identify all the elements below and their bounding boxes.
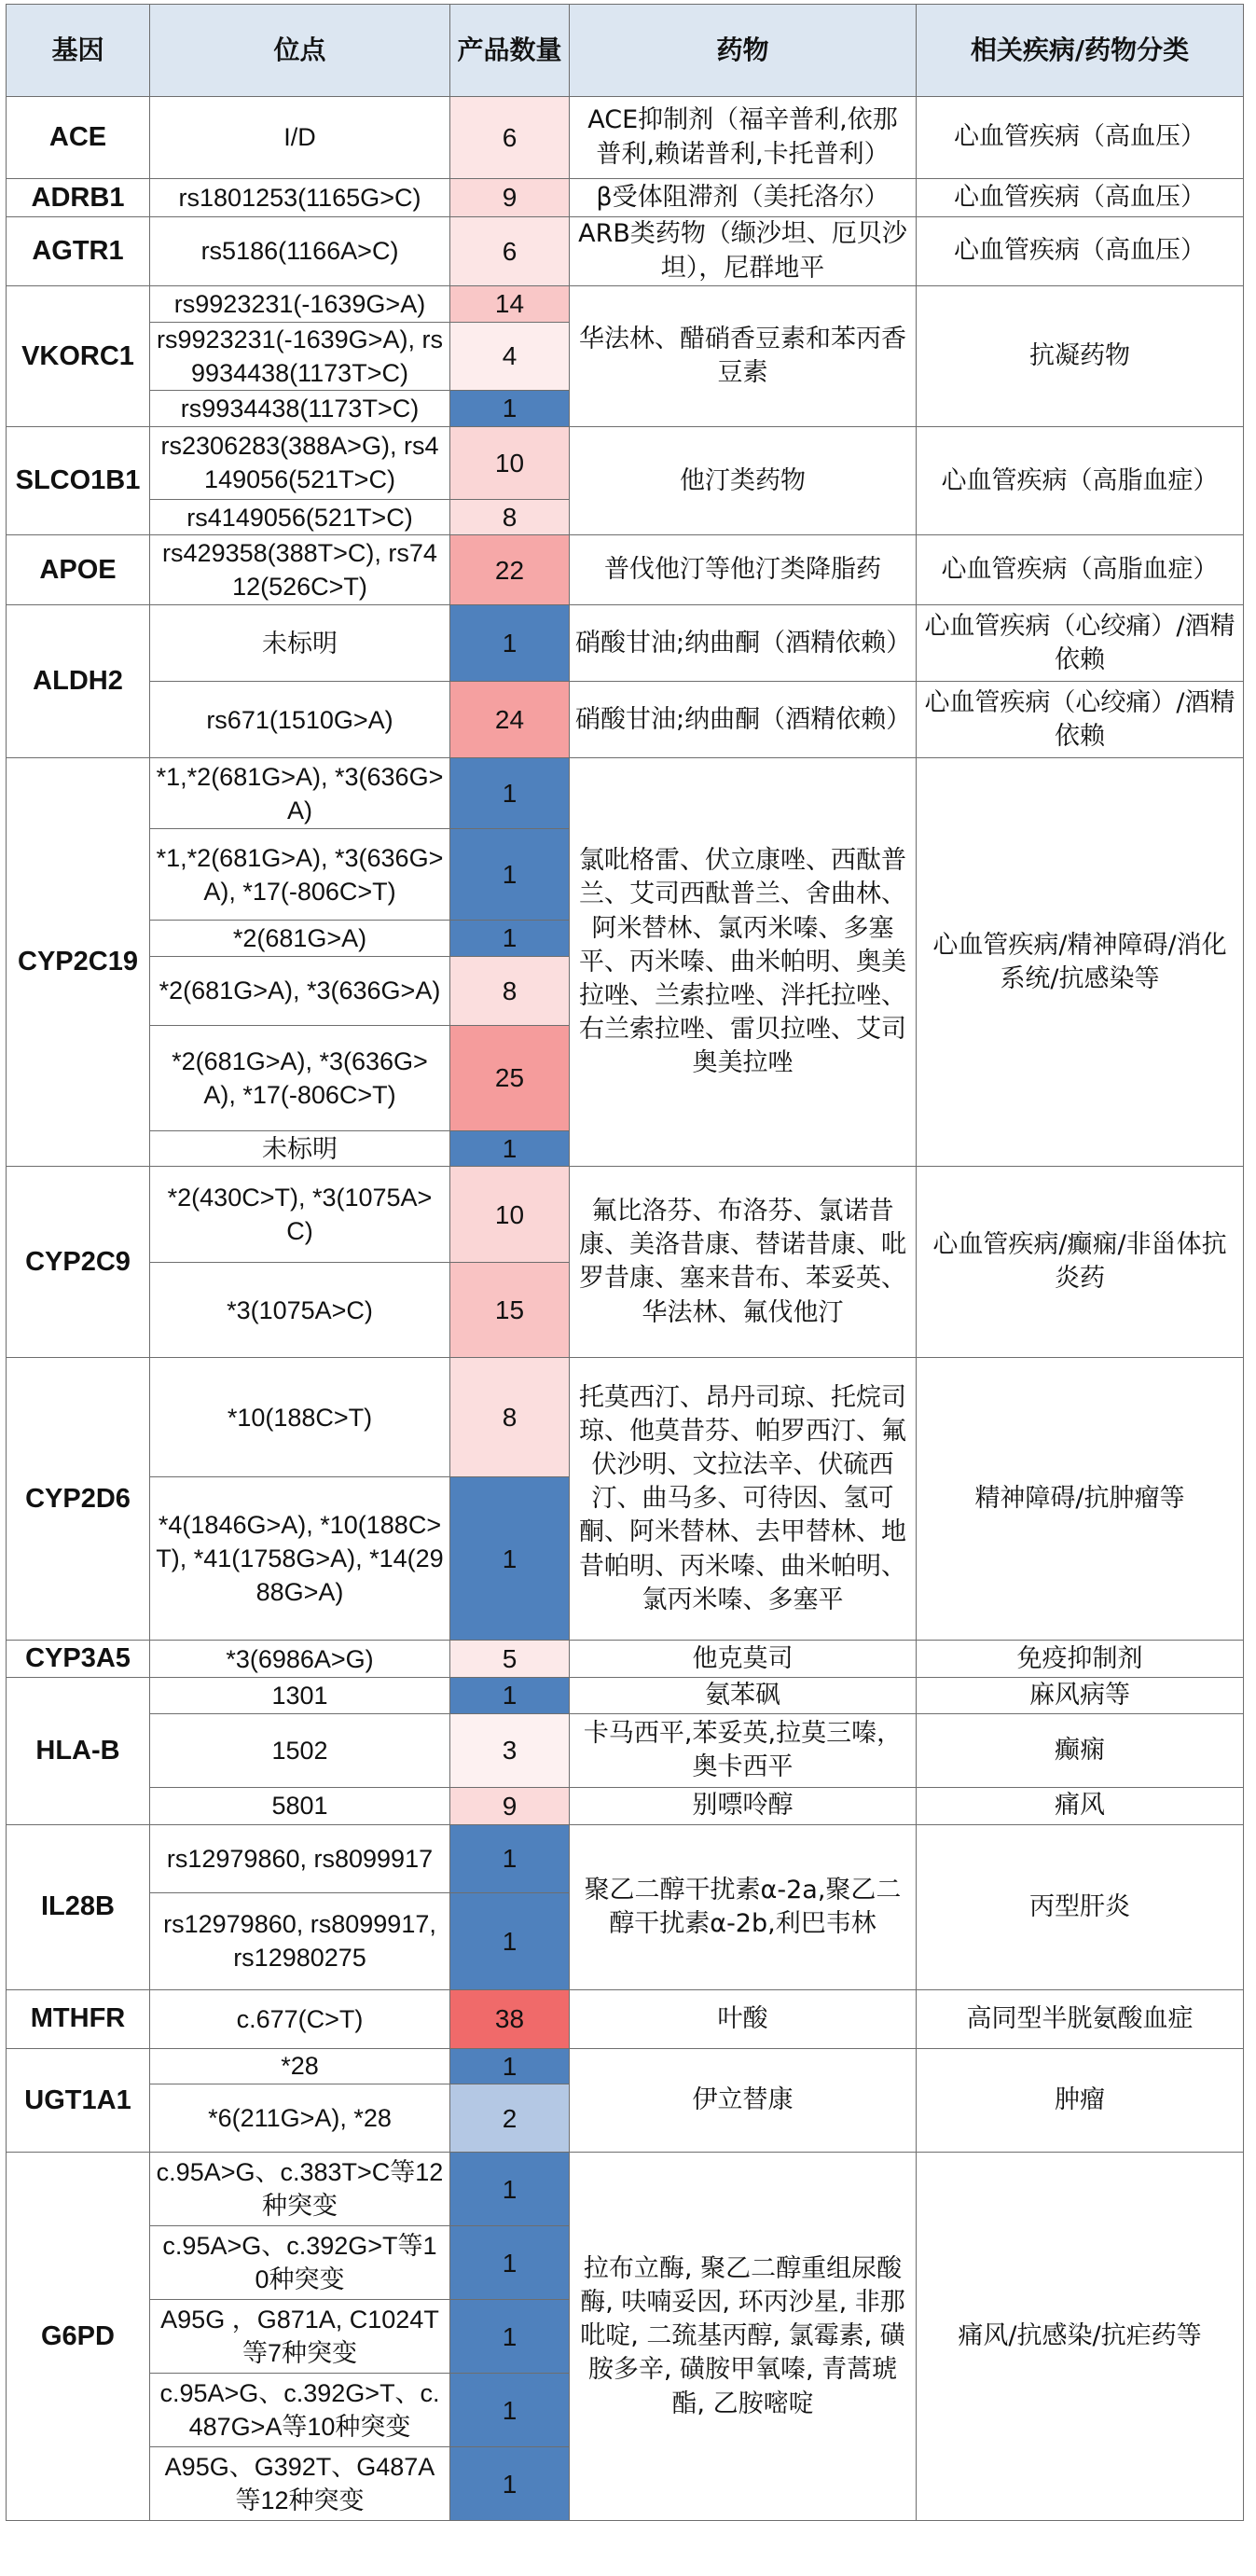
- disease-cell: 心血管疾病/癫痫/非甾体抗炎药: [917, 1167, 1244, 1358]
- disease-cell: 麻风病等: [917, 1678, 1244, 1714]
- drug-cell: 他克莫司: [570, 1641, 917, 1678]
- product-count-cell: 1: [450, 2048, 570, 2084]
- locus-cell: A95G ，G871A, C1024T等7种突变: [150, 2300, 450, 2374]
- disease-cell: 心血管疾病（高血压）: [917, 217, 1244, 286]
- drug-cell: 托莫西汀、昂丹司琼、托烷司琼、他莫昔芬、帕罗西汀、氟伏沙明、文拉法辛、伏硫西汀、曲马多、可待因、氢可酮、阿米替林、去甲替林、地昔帕明、丙米嗪、曲米帕明、氯丙米嗪、多塞平: [570, 1358, 917, 1641]
- locus-cell: 1502: [150, 1713, 450, 1787]
- drug-cell: 普伐他汀等他汀类降脂药: [570, 535, 917, 605]
- drug-cell: β受体阻滞剂（美托洛尔）: [570, 179, 917, 217]
- disease-cell: 免疫抑制剂: [917, 1641, 1244, 1678]
- product-count-cell: 1: [450, 2374, 570, 2447]
- locus-cell: rs12979860, rs8099917: [150, 1824, 450, 1892]
- table-row: [7, 605, 1244, 682]
- gene-cell: ALDH2: [7, 605, 150, 758]
- disease-cell: 抗凝药物: [917, 286, 1244, 427]
- locus-cell: *3(1075A>C): [150, 1263, 450, 1358]
- locus-cell: c.95A>G、c.392G>T等10种突变: [150, 2226, 450, 2300]
- locus-cell: rs429358(388T>C), rs7412(526C>T): [150, 535, 450, 605]
- header-count: 产品数量: [450, 5, 570, 97]
- product-count-cell: 8: [450, 956, 570, 1025]
- locus-cell: 1301: [150, 1678, 450, 1714]
- gene-cell: UGT1A1: [7, 2048, 150, 2153]
- drug-cell: 氟比洛芬、布洛芬、氯诺昔康、美洛昔康、替诺昔康、吡罗昔康、塞来昔布、苯妥英、华法林、氟伐他汀: [570, 1167, 917, 1358]
- product-count-cell: 2: [450, 2084, 570, 2153]
- gene-cell: AGTR1: [7, 217, 150, 286]
- locus-cell: *6(211G>A), *28: [150, 2084, 450, 2153]
- drug-cell: 别嘌呤醇: [570, 1787, 917, 1824]
- product-count-cell: 15: [450, 1263, 570, 1358]
- product-count-cell: 9: [450, 1787, 570, 1824]
- locus-cell: *2(681G>A), *3(636G>A), *17(-806C>T): [150, 1025, 450, 1130]
- product-count-cell: 6: [450, 97, 570, 179]
- product-count-cell: 1: [450, 758, 570, 829]
- drug-cell: ARB类药物（缬沙坦、厄贝沙坦），尼群地平: [570, 217, 917, 286]
- locus-cell: *1,*2(681G>A), *3(636G>A): [150, 758, 450, 829]
- product-count-cell: 1: [450, 921, 570, 957]
- locus-cell: 未标明: [150, 1130, 450, 1167]
- table-row: [7, 217, 1244, 286]
- table-row: [7, 1167, 1244, 1263]
- drug-cell: 叶酸: [570, 1989, 917, 2048]
- drug-cell: 拉布立酶, 聚乙二醇重组尿酸酶, 呋喃妥因, 环丙沙星, 非那吡啶, 二巯基丙醇, 氯霉素, 磺胺多辛, 磺胺甲氧嗪, 青蒿琥酯, 乙胺嘧啶: [570, 2153, 917, 2521]
- product-count-cell: 5: [450, 1641, 570, 1678]
- drug-cell: 他汀类药物: [570, 426, 917, 535]
- product-count-cell: 1: [450, 1477, 570, 1641]
- drug-cell: 硝酸甘油;纳曲酮（酒精依赖）: [570, 682, 917, 758]
- product-count-cell: 1: [450, 1130, 570, 1167]
- locus-cell: 5801: [150, 1787, 450, 1824]
- disease-cell: 高同型半胱氨酸血症: [917, 1989, 1244, 2048]
- product-count-cell: 1: [450, 605, 570, 682]
- gene-cell: CYP3A5: [7, 1641, 150, 1678]
- gene-cell: G6PD: [7, 2153, 150, 2521]
- locus-cell: I/D: [150, 97, 450, 179]
- locus-cell: c.677(C>T): [150, 1989, 450, 2048]
- header-gene: 基因: [7, 5, 150, 97]
- locus-cell: rs12979860, rs8099917, rs12980275: [150, 1892, 450, 1989]
- gene-cell: IL28B: [7, 1824, 150, 1989]
- gene-cell: VKORC1: [7, 286, 150, 427]
- product-count-cell: 1: [450, 1824, 570, 1892]
- locus-cell: c.95A>G、c.392G>T、c.487G>A等10种突变: [150, 2374, 450, 2447]
- locus-cell: *3(6986A>G): [150, 1641, 450, 1678]
- product-count-cell: 1: [450, 2300, 570, 2374]
- product-count-cell: 9: [450, 179, 570, 217]
- product-count-cell: 8: [450, 1358, 570, 1477]
- gene-cell: CYP2C9: [7, 1167, 150, 1358]
- disease-cell: 心血管疾病（高血压）: [917, 97, 1244, 179]
- table-row: [7, 286, 1244, 323]
- disease-cell: 精神障碍/抗肿瘤等: [917, 1358, 1244, 1641]
- table-row: [7, 97, 1244, 179]
- product-count-cell: 14: [450, 286, 570, 323]
- product-count-cell: 8: [450, 499, 570, 535]
- locus-cell: *28: [150, 2048, 450, 2084]
- drug-cell: 氯吡格雷、伏立康唑、西酞普兰、艾司西酞普兰、舍曲林、阿米替林、氯丙米嗪、多塞平、丙米嗪、曲米帕明、奥美拉唑、兰索拉唑、泮托拉唑、右兰索拉唑、雷贝拉唑、艾司奥美拉唑: [570, 758, 917, 1167]
- locus-cell: rs9923231(-1639G>A): [150, 286, 450, 323]
- pharmacogenomics-table: [6, 4, 1244, 2521]
- disease-cell: 痛风: [917, 1787, 1244, 1824]
- product-count-cell: 1: [450, 1892, 570, 1989]
- locus-cell: *2(681G>A), *3(636G>A): [150, 956, 450, 1025]
- product-count-cell: 1: [450, 2226, 570, 2300]
- gene-cell: ADRB1: [7, 179, 150, 217]
- drug-cell: 氨苯砜: [570, 1678, 917, 1714]
- table-row: [7, 535, 1244, 605]
- product-count-cell: 24: [450, 682, 570, 758]
- locus-cell: rs5186(1166A>C): [150, 217, 450, 286]
- locus-cell: rs4149056(521T>C): [150, 499, 450, 535]
- table-row: [7, 1641, 1244, 1678]
- table-row: [7, 2153, 1244, 2226]
- locus-cell: *4(1846G>A), *10(188C>T), *41(1758G>A), *14(2988G>A): [150, 1477, 450, 1641]
- table-row: [7, 426, 1244, 499]
- drug-cell: 华法林、醋硝香豆素和苯丙香豆素: [570, 286, 917, 427]
- disease-cell: 心血管疾病（心绞痛）/酒精依赖: [917, 682, 1244, 758]
- header-drug: 药物: [570, 5, 917, 97]
- product-count-cell: 4: [450, 323, 570, 391]
- product-count-cell: 1: [450, 1678, 570, 1714]
- table-row: [7, 1678, 1244, 1714]
- header-locus: 位点: [150, 5, 450, 97]
- product-count-cell: 38: [450, 1989, 570, 2048]
- locus-cell: *2(430C>T), *3(1075A>C): [150, 1167, 450, 1263]
- table-row: [7, 2048, 1244, 2084]
- locus-cell: A95G、G392T、G487A等12种突变: [150, 2447, 450, 2521]
- table-row: [7, 1824, 1244, 1892]
- drug-cell: 卡马西平,苯妥英,拉莫三嗪，奥卡西平: [570, 1713, 917, 1787]
- locus-cell: *2(681G>A): [150, 921, 450, 957]
- disease-cell: 心血管疾病/精神障碍/消化系统/抗感染等: [917, 758, 1244, 1167]
- table-row: [7, 1989, 1244, 2048]
- disease-cell: 肿瘤: [917, 2048, 1244, 2153]
- table-row: [7, 682, 1244, 758]
- gene-cell: APOE: [7, 535, 150, 605]
- disease-cell: 心血管疾病（高血压）: [917, 179, 1244, 217]
- gene-cell: HLA-B: [7, 1678, 150, 1825]
- table-row: [7, 758, 1244, 829]
- disease-cell: 痛风/抗感染/抗疟药等: [917, 2153, 1244, 2521]
- table-row: [7, 179, 1244, 217]
- locus-cell: rs2306283(388A>G), rs4149056(521T>C): [150, 426, 450, 499]
- product-count-cell: 10: [450, 1167, 570, 1263]
- locus-cell: 未标明: [150, 605, 450, 682]
- table-body: [7, 97, 1244, 2521]
- table-row: [7, 1787, 1244, 1824]
- locus-cell: rs1801253(1165G>C): [150, 179, 450, 217]
- locus-cell: rs9923231(-1639G>A), rs9934438(1173T>C): [150, 323, 450, 391]
- locus-cell: rs671(1510G>A): [150, 682, 450, 758]
- product-count-cell: 1: [450, 829, 570, 921]
- gene-cell: CYP2D6: [7, 1358, 150, 1641]
- drug-cell: 伊立替康: [570, 2048, 917, 2153]
- locus-cell: *10(188C>T): [150, 1358, 450, 1477]
- drug-cell: 聚乙二醇干扰素α-2a,聚乙二醇干扰素α-2b,利巴韦林: [570, 1824, 917, 1989]
- product-count-cell: 6: [450, 217, 570, 286]
- drug-cell: ACE抑制剂（福辛普利,依那普利,赖诺普利,卡托普利）: [570, 97, 917, 179]
- disease-cell: 心血管疾病（高脂血症）: [917, 426, 1244, 535]
- drug-cell: 硝酸甘油;纳曲酮（酒精依赖）: [570, 605, 917, 682]
- product-count-cell: 25: [450, 1025, 570, 1130]
- locus-cell: rs9934438(1173T>C): [150, 391, 450, 427]
- disease-cell: 心血管疾病（高脂血症）: [917, 535, 1244, 605]
- product-count-cell: 10: [450, 426, 570, 499]
- locus-cell: c.95A>G、c.383T>C等12种突变: [150, 2153, 450, 2226]
- gene-cell: CYP2C19: [7, 758, 150, 1167]
- gene-cell: SLCO1B1: [7, 426, 150, 535]
- product-count-cell: 1: [450, 2447, 570, 2521]
- header-disease: 相关疾病/药物分类: [917, 5, 1244, 97]
- disease-cell: 心血管疾病（心绞痛）/酒精依赖: [917, 605, 1244, 682]
- product-count-cell: 22: [450, 535, 570, 605]
- gene-cell: MTHFR: [7, 1989, 150, 2048]
- table-row: [7, 1713, 1244, 1787]
- locus-cell: *1,*2(681G>A), *3(636G>A), *17(-806C>T): [150, 829, 450, 921]
- product-count-cell: 3: [450, 1713, 570, 1787]
- disease-cell: 丙型肝炎: [917, 1824, 1244, 1989]
- disease-cell: 癫痫: [917, 1713, 1244, 1787]
- product-count-cell: 1: [450, 391, 570, 427]
- gene-cell: ACE: [7, 97, 150, 179]
- table-row: [7, 1358, 1244, 1477]
- header-row: [7, 5, 1244, 97]
- product-count-cell: 1: [450, 2153, 570, 2226]
